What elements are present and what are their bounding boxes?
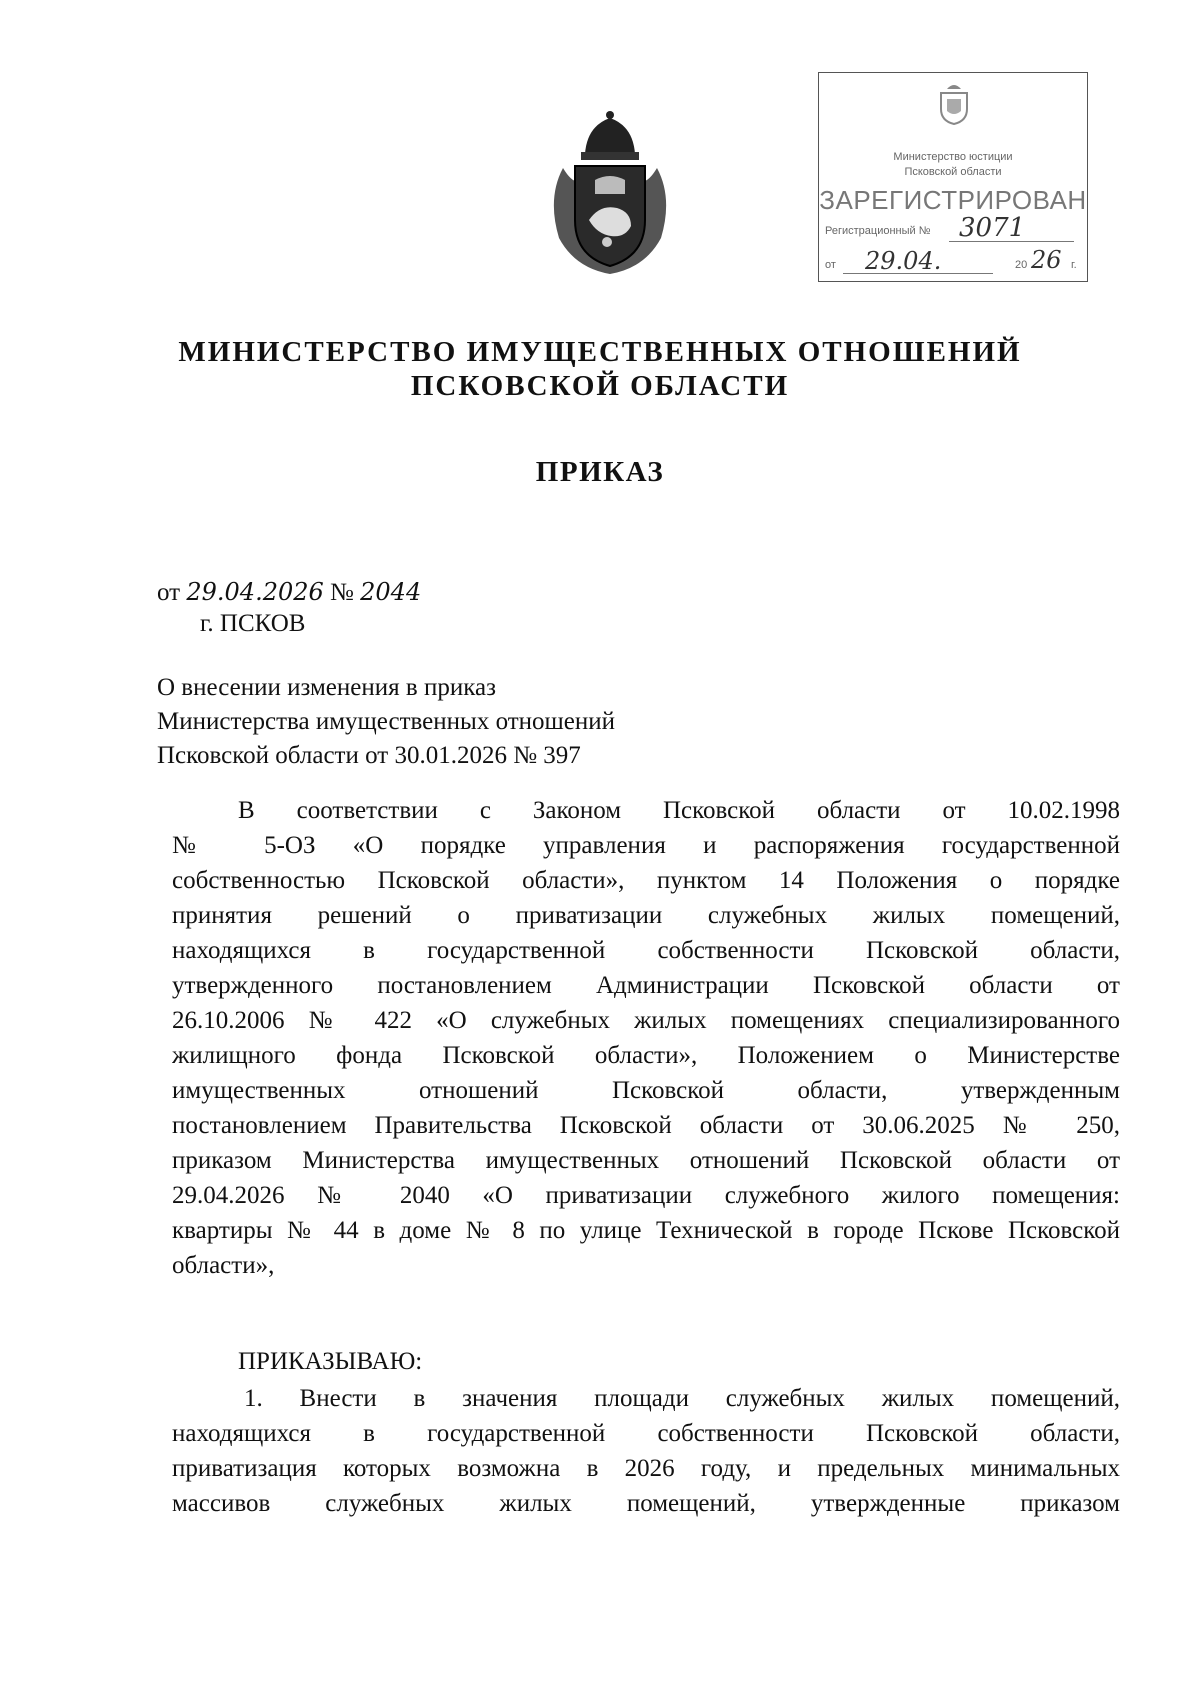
order-city: г. ПСКОВ xyxy=(200,610,306,637)
stamp-reg-date: 29.04. xyxy=(865,247,942,275)
preamble-first-word: В xyxy=(238,797,255,824)
preamble-line: собственностью Псковской области», пунктом 14 Положения о порядке xyxy=(172,867,1120,894)
order-number: 2044 xyxy=(360,578,422,606)
preamble-first-line-rest: соответствии с Законом Псковской области от 10.02.1998 xyxy=(296,797,1120,824)
subject-line-3: Псковской области от 30.01.2026 № 397 xyxy=(157,742,581,769)
ministry-title-line2: ПСКОВСКОЙ ОБЛАСТИ xyxy=(410,370,790,402)
preamble-line: имущественных отношений Псковской области, утвержденным xyxy=(172,1077,1120,1104)
item-1-line: приватизация которых возможна в 2026 году, и предельных минимальных xyxy=(172,1455,1120,1482)
item-1-line: массивов служебных жилых помещений, утвержденные приказом xyxy=(172,1490,1120,1517)
preamble-line: жилищного фонда Псковской области», Положением о Министерстве xyxy=(172,1042,1120,1069)
coat-of-arms-emblem xyxy=(545,108,675,276)
preamble-line: постановлением Правительства Псковской области от 30.06.2025 № 250, xyxy=(172,1112,1120,1139)
preamble-paragraph xyxy=(172,793,1120,1283)
preamble-line: находящихся в государственной собственности Псковской области, xyxy=(172,937,1120,964)
preamble-line: квартиры № 44 в доме № 8 по улице Технической в городе Пскове Псковской xyxy=(172,1217,1120,1244)
stamp-reg-number: 3071 xyxy=(959,213,1026,243)
order-date-line xyxy=(157,578,421,607)
preamble-line: приказом Министерства имущественных отношений Псковской области от xyxy=(172,1147,1120,1174)
subject-line-2: Министерства имущественных отношений xyxy=(157,708,616,735)
preamble-line: принятия решений о приватизации служебных жилых помещений, xyxy=(172,902,1120,929)
stamp-from-label: от xyxy=(825,259,836,271)
stamp-ministry-line2: Псковской области xyxy=(904,166,1002,178)
item-1-line: 1. Внести в значения площади служебных жилых помещений, xyxy=(244,1385,1120,1412)
preamble-line: № 5-ОЗ «О порядке управления и распоряжения государственной xyxy=(172,832,1120,859)
stamp-reg-underline xyxy=(949,241,1074,242)
stamp-year-suffix: г. xyxy=(1071,259,1077,271)
order-date-label: от xyxy=(157,579,181,606)
subject-line-1: О внесении изменения в приказ xyxy=(157,674,496,701)
preamble-line: утвержденного постановлением Администрации Псковской области от xyxy=(172,972,1120,999)
item-1-line: находящихся в государственной собственности Псковской области, xyxy=(172,1420,1120,1447)
stamp-year-prefix: 20 xyxy=(1015,259,1028,271)
preamble-line-1 xyxy=(172,793,1120,828)
directive-heading: ПРИКАЗЫВАЮ: xyxy=(238,1348,423,1375)
preamble-last-line: области», xyxy=(172,1252,275,1279)
order-date: 29.04.2026 xyxy=(186,578,324,606)
ministry-title-line1: МИНИСТЕРСТВО ИМУЩЕСТВЕННЫХ ОТНОШЕНИЙ xyxy=(178,336,1022,368)
registration-stamp xyxy=(818,72,1088,282)
document-type-title: ПРИКАЗ xyxy=(535,456,665,488)
preamble-line: 26.10.2006 № 422 «О служебных жилых помещениях специализированного xyxy=(172,1007,1120,1034)
item-1-paragraph xyxy=(172,1381,1120,1521)
stamp-year: 26 xyxy=(1031,246,1062,274)
stamp-ministry-line1: Министерство юстиции xyxy=(893,151,1013,163)
stamp-status: ЗАРЕГИСТРИРОВАН xyxy=(819,185,1087,215)
stamp-emblem-icon xyxy=(937,81,971,125)
stamp-reg-label: Регистрационный № xyxy=(825,225,931,237)
preamble-line: 29.04.2026 № 2040 «О приватизации служебного жилого помещения: xyxy=(172,1182,1120,1209)
stamp-date-underline xyxy=(843,273,993,274)
order-number-label: № xyxy=(330,579,354,606)
